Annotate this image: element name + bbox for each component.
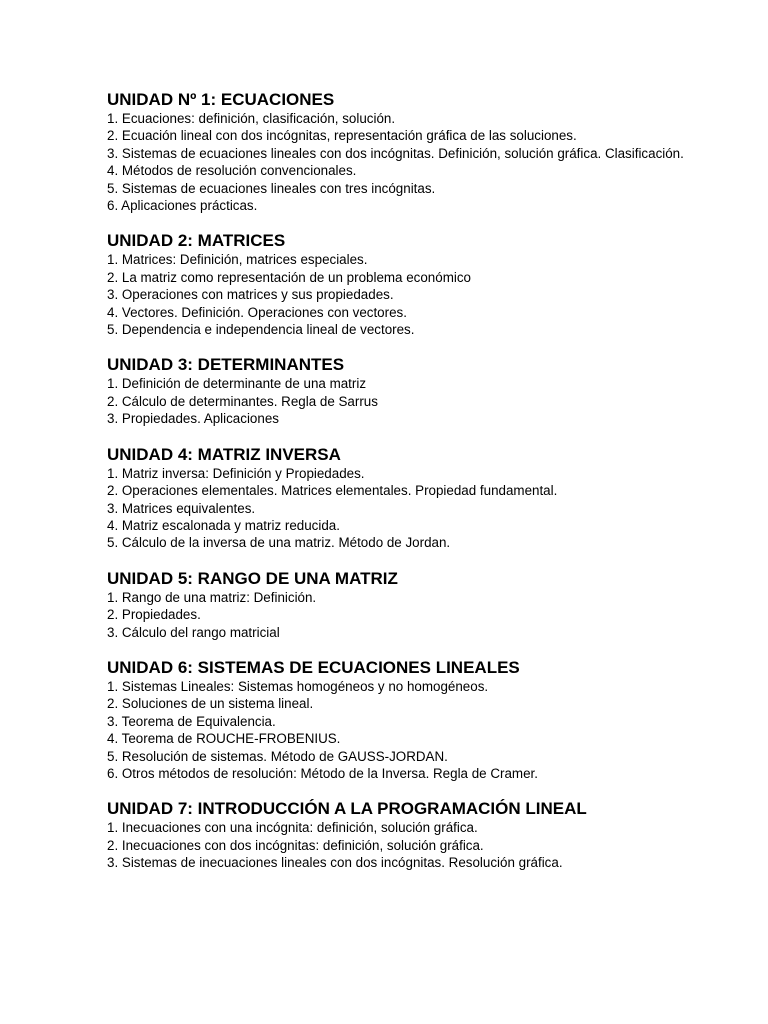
list-item: 3. Cálculo del rango matricial <box>107 624 280 640</box>
unit-item-list <box>107 110 707 214</box>
unit-1 <box>107 89 707 214</box>
list-item: 3. Sistemas de ecuaciones lineales con dos incógnitas. Definición, solución gráfica. Clasificación. <box>107 145 684 161</box>
unit-item-list <box>107 678 707 782</box>
list-item: 2. Propiedades. <box>107 607 201 623</box>
list-item: 3. Sistemas de inecuaciones lineales con dos incógnitas. Resolución gráfica. <box>107 855 563 871</box>
list-item: 4. Teorema de ROUCHE-FROBENIUS. <box>107 731 341 747</box>
list-item: 4. Matriz escalonada y matriz reducida. <box>107 517 340 533</box>
unit-title: UNIDAD 2: MATRICES <box>107 231 286 251</box>
list-item: 2. La matriz como representación de un problema económico <box>107 269 471 285</box>
list-item: 6. Aplicaciones prácticas. <box>107 198 258 214</box>
unit-item-list <box>107 819 707 871</box>
list-item: 6. Otros métodos de resolución: Método de la Inversa. Regla de Cramer. <box>107 765 538 781</box>
syllabus-document <box>107 89 707 888</box>
list-item: 3. Operaciones con matrices y sus propiedades. <box>107 287 394 303</box>
list-item: 5. Resolución de sistemas. Método de GAUSS-JORDAN. <box>107 748 448 764</box>
unit-title: UNIDAD 6: SISTEMAS DE ECUACIONES LINEALES <box>107 657 520 677</box>
list-item: 5. Sistemas de ecuaciones lineales con tres incógnitas. <box>107 180 436 196</box>
list-item: 1. Sistemas Lineales: Sistemas homogéneos y no homogéneos. <box>107 678 489 694</box>
list-item: 1. Inecuaciones con una incógnita: definición, solución gráfica. <box>107 820 478 836</box>
list-item: 2. Inecuaciones con dos incógnitas: definición, solución gráfica. <box>107 837 484 853</box>
list-item: 4. Vectores. Definición. Operaciones con vectores. <box>107 304 407 320</box>
unit-title: UNIDAD 3: DETERMINANTES <box>107 355 345 375</box>
list-item: 1. Rango de una matriz: Definición. <box>107 589 317 605</box>
unit-item-list <box>107 589 707 641</box>
list-item: 4. Métodos de resolución convencionales. <box>107 163 357 179</box>
unit-item-list <box>107 251 707 338</box>
unit-6 <box>107 657 707 782</box>
list-item: 5. Dependencia e independencia lineal de vectores. <box>107 322 415 338</box>
list-item: 2. Cálculo de determinantes. Regla de Sarrus <box>107 393 378 409</box>
list-item: 2. Ecuación lineal con dos incógnitas, representación gráfica de las soluciones. <box>107 128 577 144</box>
unit-title: UNIDAD 4: MATRIZ INVERSA <box>107 444 341 464</box>
unit-item-list <box>107 465 707 552</box>
unit-5 <box>107 568 707 641</box>
list-item: 2. Soluciones de un sistema lineal. <box>107 696 314 712</box>
list-item: 1. Matrices: Definición, matrices especiales. <box>107 252 368 268</box>
list-item: 3. Teorema de Equivalencia. <box>107 713 276 729</box>
unit-4 <box>107 444 707 552</box>
unit-title: UNIDAD Nº 1: ECUACIONES <box>107 90 335 109</box>
list-item: 3. Propiedades. Aplicaciones <box>107 411 279 427</box>
list-item: 5. Cálculo de la inversa de una matriz. Método de Jordan. <box>107 535 451 551</box>
list-item: 1. Matriz inversa: Definición y Propiedades. <box>107 465 365 481</box>
unit-item-list <box>107 375 707 427</box>
unit-title: UNIDAD 7: INTRODUCCIÓN A LA PROGRAMACIÓN LINEAL <box>107 799 587 819</box>
list-item: 1. Ecuaciones: definición, clasificación, solución. <box>107 111 396 126</box>
unit-2 <box>107 230 707 338</box>
list-item: 1. Definición de determinante de una matriz <box>107 376 367 392</box>
unit-7 <box>107 798 707 871</box>
unit-3 <box>107 354 707 427</box>
list-item: 3. Matrices equivalentes. <box>107 500 256 516</box>
list-item: 2. Operaciones elementales. Matrices elementales. Propiedad fundamental. <box>107 483 558 499</box>
unit-title: UNIDAD 5: RANGO DE UNA MATRIZ <box>107 568 398 588</box>
